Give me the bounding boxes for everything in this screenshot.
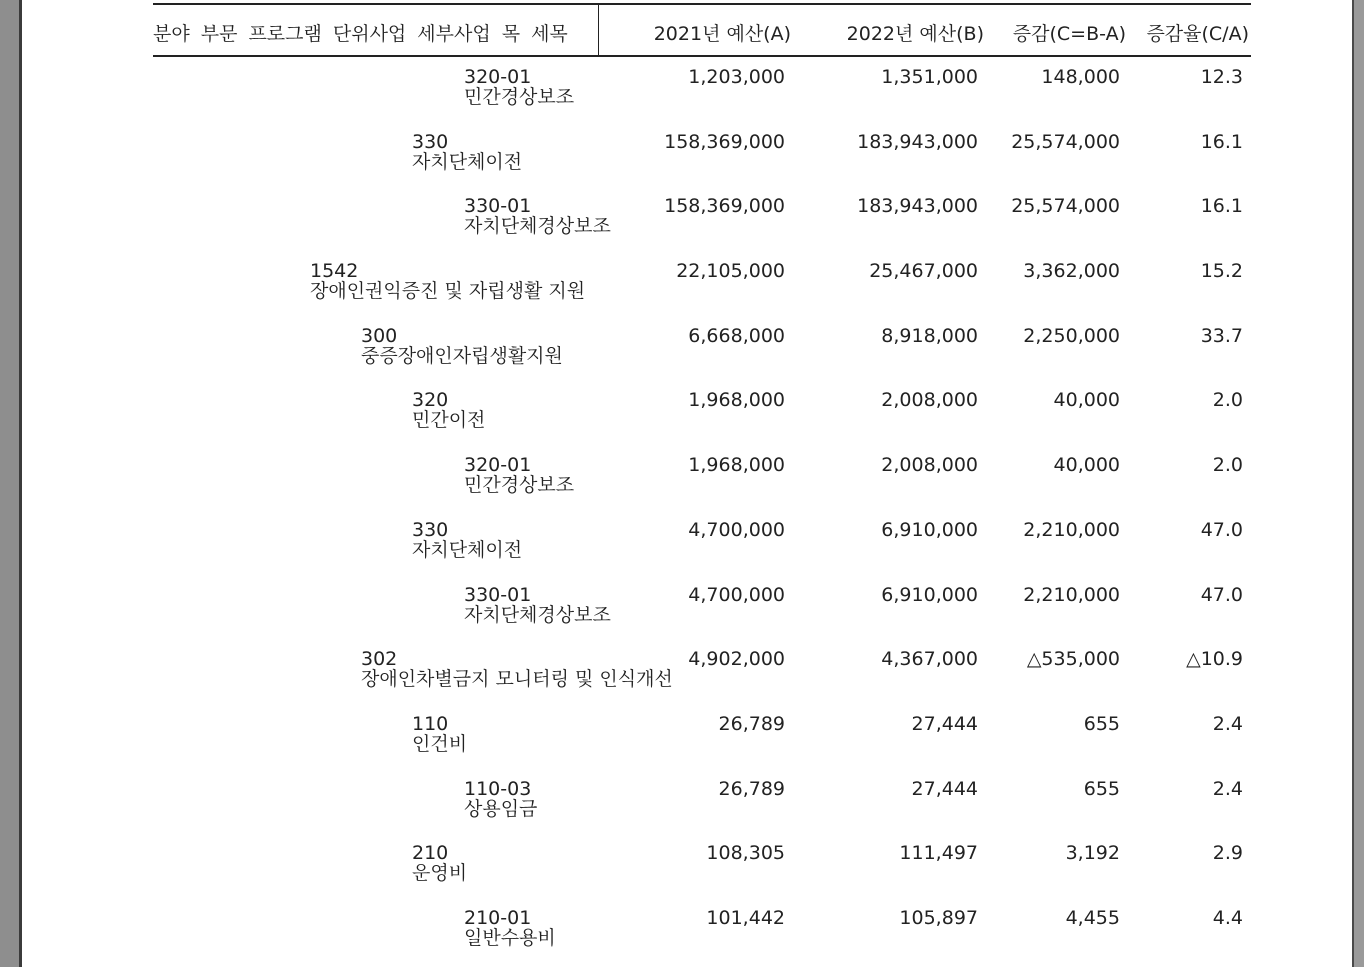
row-budget-2021: 1,968,000 bbox=[688, 454, 785, 477]
row-change-rate: 2.9 bbox=[1212, 842, 1243, 865]
header-sub-item: 세목 bbox=[531, 23, 568, 45]
table-row bbox=[153, 840, 1251, 905]
table-row bbox=[153, 582, 1251, 647]
row-budget-2022: 27,444 bbox=[911, 777, 978, 800]
header-detail-project: 세부사업 bbox=[417, 23, 491, 45]
row-change: 655 bbox=[1083, 712, 1120, 735]
row-change-rate: 33.7 bbox=[1200, 324, 1243, 347]
row-code: 320-01 bbox=[464, 66, 532, 88]
row-name: 장애인차별금지 모니터링 및 인식개선 bbox=[361, 668, 673, 691]
row-name: 민간이전 bbox=[412, 409, 486, 432]
row-budget-2022: 183,943,000 bbox=[857, 195, 978, 218]
row-budget-2021: 108,305 bbox=[706, 842, 785, 865]
row-name: 운영비 bbox=[412, 862, 468, 885]
row-code: 1542 bbox=[310, 260, 359, 283]
row-code: 320-01 bbox=[464, 454, 532, 477]
row-budget-2022: 4,367,000 bbox=[881, 648, 978, 671]
row-change: 148,000 bbox=[1041, 66, 1120, 88]
row-name: 민간경상보조 bbox=[464, 86, 575, 108]
row-budget-2022: 27,444 bbox=[911, 712, 978, 735]
row-budget-2021: 1,203,000 bbox=[688, 66, 785, 88]
table-row bbox=[153, 711, 1251, 776]
row-change: 2,250,000 bbox=[1023, 324, 1120, 347]
hierarchy-header bbox=[153, 19, 568, 46]
row-change: 40,000 bbox=[1053, 389, 1120, 412]
row-change-rate: 2.4 bbox=[1212, 712, 1243, 735]
header-sector: 부문 bbox=[200, 23, 238, 45]
row-change-rate: △10.9 bbox=[1186, 648, 1243, 671]
row-budget-2022: 2,008,000 bbox=[881, 389, 978, 412]
row-budget-2022: 183,943,000 bbox=[857, 130, 978, 153]
table-row bbox=[153, 323, 1251, 388]
row-budget-2021: 22,105,000 bbox=[676, 260, 785, 283]
row-change: 2,210,000 bbox=[1023, 583, 1120, 606]
row-budget-2022: 25,467,000 bbox=[869, 260, 978, 283]
row-change-rate: 2.0 bbox=[1212, 454, 1243, 477]
table-row bbox=[153, 646, 1251, 711]
viewer-frame-left bbox=[0, 0, 22, 967]
table-row bbox=[153, 387, 1251, 452]
row-budget-2021: 158,369,000 bbox=[664, 195, 785, 218]
row-code: 320 bbox=[412, 389, 449, 412]
row-change: △535,000 bbox=[1026, 648, 1120, 671]
row-name: 자치단체경상보조 bbox=[464, 215, 611, 238]
row-change-rate: 2.4 bbox=[1212, 777, 1243, 800]
table-row bbox=[153, 258, 1251, 323]
row-budget-2021: 26,789 bbox=[718, 712, 785, 735]
row-budget-2022: 8,918,000 bbox=[881, 324, 978, 347]
budget-table-body bbox=[153, 64, 1251, 970]
row-budget-2022: 6,910,000 bbox=[881, 583, 978, 606]
table-header bbox=[153, 3, 1251, 57]
header-item: 목 bbox=[501, 23, 521, 45]
row-code: 330-01 bbox=[464, 195, 532, 218]
row-change: 25,574,000 bbox=[1011, 130, 1120, 153]
row-budget-2021: 26,789 bbox=[718, 777, 785, 800]
row-name: 민간경상보조 bbox=[464, 474, 575, 497]
header-change: 증감(C=B-A) bbox=[1012, 23, 1126, 45]
row-change: 655 bbox=[1083, 777, 1120, 800]
row-change-rate: 15.2 bbox=[1200, 260, 1243, 283]
row-change-rate: 16.1 bbox=[1200, 130, 1243, 153]
row-code: 302 bbox=[361, 648, 398, 671]
row-code: 110-03 bbox=[464, 777, 532, 800]
row-change: 25,574,000 bbox=[1011, 195, 1120, 218]
table-row bbox=[153, 452, 1251, 517]
row-budget-2022: 1,351,000 bbox=[881, 66, 978, 88]
row-change-rate: 4.4 bbox=[1212, 906, 1243, 929]
row-name: 장애인권익증진 및 자립생활 지원 bbox=[310, 280, 586, 303]
table-row bbox=[153, 517, 1251, 582]
table-row bbox=[153, 193, 1251, 258]
row-code: 210 bbox=[412, 842, 449, 865]
row-change-rate: 47.0 bbox=[1200, 518, 1243, 541]
row-budget-2021: 1,968,000 bbox=[688, 389, 785, 412]
header-unit-project: 단위사업 bbox=[332, 23, 407, 45]
row-budget-2021: 101,442 bbox=[706, 906, 785, 929]
header-budget-2021: 2021년 예산(A) bbox=[653, 23, 791, 45]
viewer-frame-right bbox=[1352, 0, 1364, 967]
row-budget-2022: 6,910,000 bbox=[881, 518, 978, 541]
header-program: 프로그램 bbox=[248, 23, 322, 45]
row-name: 일반수용비 bbox=[464, 926, 556, 949]
row-budget-2021: 4,700,000 bbox=[688, 583, 785, 606]
header-budget-2022: 2022년 예산(B) bbox=[846, 23, 984, 45]
row-budget-2022: 2,008,000 bbox=[881, 454, 978, 477]
header-divider bbox=[598, 5, 599, 55]
row-name: 인건비 bbox=[412, 732, 468, 755]
row-change-rate: 2.0 bbox=[1212, 389, 1243, 412]
table-row bbox=[153, 776, 1251, 841]
table-row bbox=[153, 129, 1251, 194]
row-name: 자치단체이전 bbox=[412, 538, 523, 561]
row-change: 2,210,000 bbox=[1023, 518, 1120, 541]
row-code: 330 bbox=[412, 518, 449, 541]
row-name: 자치단체경상보조 bbox=[464, 603, 611, 626]
row-budget-2021: 4,902,000 bbox=[688, 648, 785, 671]
row-change: 4,455 bbox=[1065, 906, 1120, 929]
row-budget-2021: 4,700,000 bbox=[688, 518, 785, 541]
header-field: 분야 bbox=[153, 23, 190, 45]
row-change: 40,000 bbox=[1053, 454, 1120, 477]
row-budget-2022: 111,497 bbox=[899, 842, 978, 865]
row-change-rate: 47.0 bbox=[1200, 583, 1243, 606]
row-name: 중증장애인자립생활지원 bbox=[361, 344, 563, 367]
row-change-rate: 12.3 bbox=[1200, 66, 1243, 88]
row-change: 3,192 bbox=[1065, 842, 1120, 865]
row-code: 210-01 bbox=[464, 906, 532, 929]
row-name: 상용임금 bbox=[464, 797, 538, 820]
table-row bbox=[153, 905, 1251, 970]
row-name: 자치단체이전 bbox=[412, 150, 523, 173]
budget-document-page bbox=[153, 0, 1251, 967]
row-change: 3,362,000 bbox=[1023, 260, 1120, 283]
row-budget-2022: 105,897 bbox=[899, 906, 978, 929]
table-row bbox=[153, 64, 1251, 129]
row-budget-2021: 6,668,000 bbox=[688, 324, 785, 347]
header-change-rate: 증감율(C/A) bbox=[1146, 23, 1249, 45]
row-budget-2021: 158,369,000 bbox=[664, 130, 785, 153]
row-code: 300 bbox=[361, 324, 398, 347]
row-code: 330 bbox=[412, 130, 449, 153]
row-code: 330-01 bbox=[464, 583, 532, 606]
row-code: 110 bbox=[412, 712, 449, 735]
row-change-rate: 16.1 bbox=[1200, 195, 1243, 218]
